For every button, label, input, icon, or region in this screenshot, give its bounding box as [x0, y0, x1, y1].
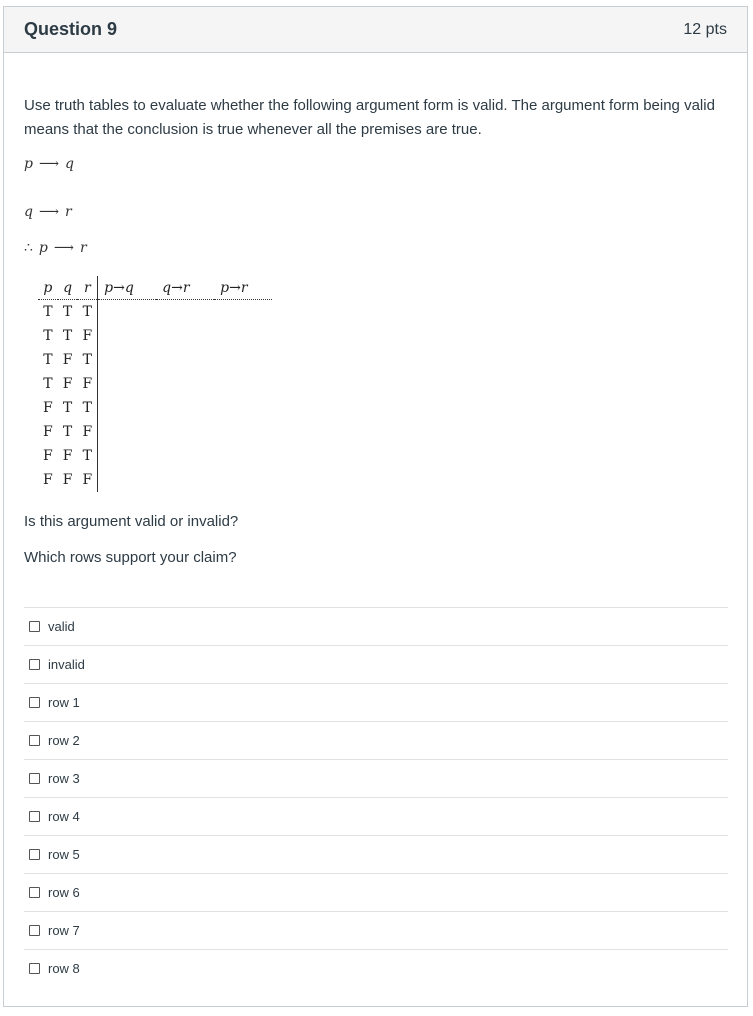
truth-table-cell: T — [62, 304, 73, 320]
premise-1-left: p — [24, 156, 33, 172]
truth-table-cell: T — [62, 400, 73, 416]
truth-table-cell — [214, 348, 272, 372]
answer-checkbox[interactable] — [29, 621, 40, 632]
truth-table-header — [38, 276, 272, 300]
conclusion-left: p — [38, 240, 48, 256]
truth-table-cell — [156, 444, 214, 468]
answer-label[interactable]: row 3 — [48, 771, 80, 786]
answer-label[interactable]: invalid — [48, 657, 85, 672]
truth-table-cell: T — [62, 328, 73, 344]
answer-option[interactable] — [24, 835, 728, 873]
header-p-implies-r: p→r — [214, 276, 272, 300]
answer-option[interactable] — [24, 949, 728, 987]
truth-table-cell: T — [77, 348, 97, 372]
truth-table-cell — [98, 396, 157, 420]
answer-checkbox[interactable] — [29, 887, 40, 898]
truth-table-cell — [156, 396, 214, 420]
truth-table-row — [38, 444, 272, 468]
answer-label[interactable]: row 5 — [48, 847, 80, 862]
truth-table-cell — [98, 348, 157, 372]
rows-question: Which rows support your claim? — [24, 549, 237, 566]
truth-table-cell — [156, 348, 214, 372]
premise-2-left: q — [24, 204, 33, 220]
truth-table-row — [38, 396, 272, 420]
conclusion — [24, 240, 87, 256]
question-title: Question 9 — [24, 19, 118, 39]
header-p: p — [38, 276, 58, 300]
truth-table-row — [38, 348, 272, 372]
truth-table-cell: T — [77, 444, 97, 468]
truth-table-cell: F — [43, 448, 53, 464]
answer-checkbox[interactable] — [29, 925, 40, 936]
truth-table-cell — [98, 468, 157, 492]
implies-arrow: ⟶ — [38, 204, 60, 220]
answer-option[interactable] — [24, 721, 728, 759]
truth-table-row — [38, 468, 272, 492]
header-r: r — [77, 276, 97, 300]
answer-label[interactable]: row 2 — [48, 733, 80, 748]
answer-checkbox[interactable] — [29, 773, 40, 784]
truth-table-cell: T — [43, 376, 53, 392]
answer-label[interactable]: row 8 — [48, 961, 80, 976]
truth-table-cell — [214, 372, 272, 396]
answer-option[interactable] — [24, 873, 728, 911]
conclusion-right: r — [79, 240, 87, 256]
question-header — [4, 7, 747, 53]
truth-table-cell — [214, 324, 272, 348]
therefore-symbol: ∴ — [24, 240, 33, 256]
truth-table-row — [38, 300, 272, 325]
truth-table-cell — [214, 300, 272, 325]
truth-table-row — [38, 372, 272, 396]
header-p-implies-q: p→q — [98, 276, 157, 300]
implies-arrow: ⟶ — [38, 156, 60, 172]
truth-table-cell — [98, 372, 157, 396]
truth-table-cell: F — [43, 400, 53, 416]
truth-table-cell: F — [62, 472, 73, 488]
answer-label[interactable]: row 7 — [48, 923, 80, 938]
truth-table-cell — [98, 324, 157, 348]
answer-checkbox[interactable] — [29, 811, 40, 822]
truth-table-cell — [214, 396, 272, 420]
truth-table — [38, 276, 272, 492]
truth-table-cell — [214, 444, 272, 468]
truth-table-cell: T — [77, 396, 97, 420]
answer-label[interactable]: row 6 — [48, 885, 80, 900]
truth-table-cell: F — [62, 352, 73, 368]
truth-table-row — [38, 420, 272, 444]
truth-table-cell: F — [77, 420, 97, 444]
truth-table-cell — [98, 300, 157, 325]
truth-table-cell — [156, 300, 214, 325]
truth-table-cell — [156, 372, 214, 396]
truth-table-cell: T — [43, 352, 53, 368]
header-q: q — [58, 276, 78, 300]
truth-table-row — [38, 324, 272, 348]
truth-table-cell — [214, 468, 272, 492]
answer-checkbox[interactable] — [29, 735, 40, 746]
answer-checkbox[interactable] — [29, 697, 40, 708]
answer-checkbox[interactable] — [29, 659, 40, 670]
validity-question: Is this argument valid or invalid? — [24, 513, 239, 530]
answer-option[interactable] — [24, 645, 728, 683]
answer-option[interactable] — [24, 607, 728, 645]
answer-list — [24, 607, 728, 987]
truth-table-cell: T — [43, 328, 53, 344]
answer-option[interactable] — [24, 797, 728, 835]
answer-option[interactable] — [24, 759, 728, 797]
truth-table-cell — [98, 420, 157, 444]
truth-table-cell — [156, 468, 214, 492]
header-q-implies-r: q→r — [156, 276, 214, 300]
answer-option[interactable] — [24, 911, 728, 949]
truth-table-cell: F — [77, 468, 97, 492]
answer-option[interactable] — [24, 683, 728, 721]
premise-2 — [24, 204, 72, 220]
truth-table-cell: F — [43, 472, 53, 488]
truth-table-cell: F — [43, 424, 53, 440]
answer-label[interactable]: row 1 — [48, 695, 80, 710]
truth-table-cell — [156, 420, 214, 444]
truth-table-cell: F — [62, 448, 73, 464]
truth-table-cell: F — [77, 372, 97, 396]
question-points: 12 pts — [683, 20, 727, 38]
truth-table-cell: T — [43, 304, 53, 320]
truth-table-cell — [98, 444, 157, 468]
answer-checkbox[interactable] — [29, 963, 40, 974]
implies-arrow: ⟶ — [53, 240, 74, 256]
truth-table-cell — [214, 420, 272, 444]
premise-1 — [24, 156, 74, 172]
truth-table-cell: F — [77, 324, 97, 348]
truth-table-cell: F — [62, 376, 73, 392]
truth-table-cell: T — [77, 300, 97, 325]
question-prompt: Use truth tables to evaluate whether the following argument form is valid. The argument form being valid means that the conclusion is true whenever all the premises are true. — [24, 97, 715, 138]
premise-1-right: q — [65, 156, 75, 172]
answer-label[interactable]: row 4 — [48, 809, 80, 824]
truth-table-cell: T — [62, 424, 73, 440]
answer-checkbox[interactable] — [29, 849, 40, 860]
truth-table-cell — [156, 324, 214, 348]
premise-2-right: r — [65, 204, 72, 220]
answer-label[interactable]: valid — [48, 619, 75, 634]
